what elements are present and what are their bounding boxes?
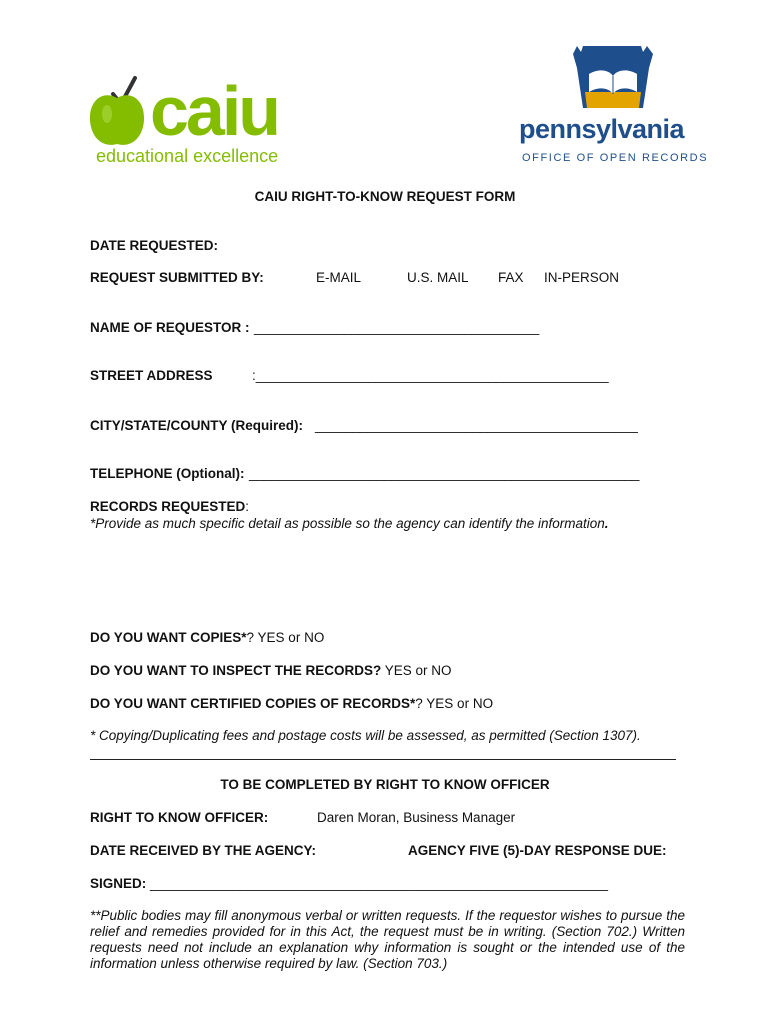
option-in-person[interactable]: IN-PERSON xyxy=(544,270,620,285)
inspect-yes-no[interactable]: YES or NO xyxy=(381,663,452,678)
telephone-label: TELEPHONE (Optional): xyxy=(90,466,245,481)
section-divider xyxy=(90,759,676,760)
city-state-county-label: CITY/STATE/COUNTY (Required): xyxy=(90,418,304,433)
fees-note: * Copying/Duplicating fees and postage costs will be assessed, as permitted (Section 1307). xyxy=(90,728,641,743)
requestor-name-field[interactable]: ______________________________________ xyxy=(254,320,540,335)
records-requested-area[interactable] xyxy=(90,536,680,626)
inspect-question xyxy=(90,663,452,678)
caiu-tagline: educational excellence xyxy=(96,146,279,166)
copies-question xyxy=(90,630,324,645)
requestor-name-label: NAME OF REQUESTOR : xyxy=(90,320,250,335)
officer-label: RIGHT TO KNOW OFFICER: xyxy=(90,810,269,825)
form-title: CAIU RIGHT-TO-KNOW REQUEST FORM xyxy=(254,189,516,204)
copies-yes-no[interactable]: ? YES or NO xyxy=(246,630,325,645)
certified-question xyxy=(90,696,493,711)
submitted-by-label: REQUEST SUBMITTED BY: xyxy=(90,270,264,285)
option-email[interactable]: E-MAIL xyxy=(316,270,362,285)
city-state-county-field[interactable]: ___________________________________________ xyxy=(315,418,638,433)
records-requested-heading xyxy=(90,499,249,514)
telephone-field[interactable]: ____________________________________________________ xyxy=(249,466,640,481)
street-address-field[interactable]: :_______________________________________________ xyxy=(252,368,609,383)
signed-row xyxy=(90,876,608,891)
option-us-mail[interactable]: U.S. MAIL xyxy=(407,270,469,285)
signed-label: SIGNED: xyxy=(90,876,147,891)
pennsylvania-wordmark: pennsylvania xyxy=(519,114,685,144)
office-of-open-records-subtitle: OFFICE OF OPEN RECORDS xyxy=(522,152,709,164)
date-requested-label: DATE REQUESTED: xyxy=(90,238,219,253)
street-address-label: STREET ADDRESS xyxy=(90,368,213,383)
records-requested-colon: : xyxy=(245,499,250,514)
caiu-wordmark: caiu xyxy=(150,72,279,150)
copies-question-label: DO YOU WANT COPIES* xyxy=(90,630,247,645)
certified-yes-no[interactable]: ? YES or NO xyxy=(415,696,494,711)
officer-section-heading: TO BE COMPLETED BY RIGHT TO KNOW OFFICER xyxy=(220,777,550,792)
records-requested-label: RECORDS REQUESTED xyxy=(90,499,246,514)
footer-legal-note: **Public bodies may fill anonymous verbal or written requests. If the requestor wishes to pursue the relief and remedies provided for in this Act, the request must be in writing. (Section 702.) Written requests need not include an explanation why information is sought or the intended use of the information unless otherwise required by law. (Section 703.) xyxy=(90,908,685,971)
certified-question-label: DO YOU WANT CERTIFIED COPIES OF RECORDS* xyxy=(90,696,416,711)
response-due-label: AGENCY FIVE (5)-DAY RESPONSE DUE: xyxy=(408,843,667,858)
records-detail-note xyxy=(90,516,609,531)
records-detail-note-period: . xyxy=(604,516,609,531)
records-detail-note-text: *Provide as much specific detail as possible so the agency can identify the information xyxy=(90,516,605,531)
option-fax[interactable]: FAX xyxy=(498,270,524,285)
date-received-label: DATE RECEIVED BY THE AGENCY: xyxy=(90,843,317,858)
officer-value: Daren Moran, Business Manager xyxy=(317,810,516,825)
inspect-question-label: DO YOU WANT TO INSPECT THE RECORDS? xyxy=(90,663,382,678)
signature-field[interactable]: _____________________________________________________________ xyxy=(150,876,609,891)
